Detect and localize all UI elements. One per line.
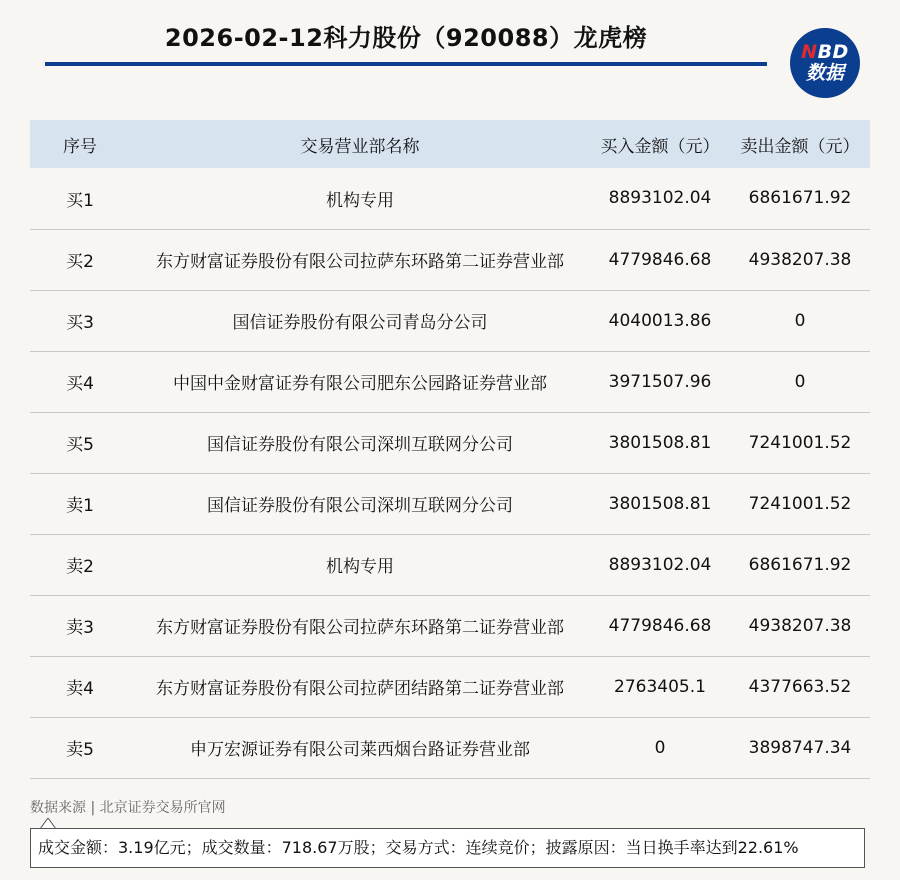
rank-cell: 卖2	[66, 557, 94, 577]
table-row	[30, 595, 870, 656]
table-row	[30, 290, 870, 351]
sell-amount-cell: 4938207.38	[748, 615, 852, 636]
sell-amount-cell: 0	[794, 310, 806, 331]
branch-name-cell: 国信证券股份有限公司深圳互联网分公司	[207, 435, 513, 455]
nbd-logo	[790, 28, 860, 98]
sell-amount-cell: 6861671.92	[748, 188, 852, 209]
rank-cell: 买5	[66, 435, 94, 455]
table-header-row	[30, 120, 870, 168]
sell-amount-cell: 4938207.38	[748, 249, 852, 270]
table-row	[30, 656, 870, 717]
branch-name-cell: 国信证券股份有限公司深圳互联网分公司	[207, 496, 513, 516]
buy-amount-cell: 3801508.81	[608, 493, 712, 514]
logo-accent-letter: N	[801, 41, 818, 63]
sell-amount-cell: 7241001.52	[748, 432, 852, 453]
sell-amount-cell: 0	[794, 371, 806, 392]
logo-letters: BD	[817, 41, 849, 63]
buy-amount-cell: 3971507.96	[608, 371, 712, 392]
header-branch-name: 交易营业部名称	[300, 136, 420, 157]
trade-summary-note: 成交金额：3.19亿元；成交数量：718.67万股；交易方式：连续竞价；披露原因：当日换手率达到22.61%	[30, 828, 865, 868]
branch-name-cell: 中国中金财富证券有限公司肥东公园路证券营业部	[173, 374, 547, 394]
rank-cell: 卖4	[66, 679, 94, 699]
rank-cell: 卖1	[66, 496, 94, 516]
header-sell-amount: 卖出金额（元）	[740, 136, 860, 157]
table-row	[30, 717, 870, 778]
header-rank: 序号	[63, 136, 97, 157]
sell-amount-cell: 3898747.34	[748, 737, 852, 758]
buy-amount-cell: 4779846.68	[608, 615, 712, 636]
logo-line2: 数据	[805, 62, 844, 84]
rank-cell: 买3	[66, 313, 94, 333]
buy-amount-cell: 4779846.68	[608, 249, 712, 270]
table-row	[30, 229, 870, 290]
title-underline	[45, 62, 767, 66]
sell-amount-cell: 4377663.52	[748, 676, 852, 697]
branch-name-cell: 机构专用	[326, 190, 394, 211]
table-row	[30, 534, 870, 595]
table-row	[30, 168, 870, 229]
branch-name-cell: 国信证券股份有限公司青岛分公司	[232, 313, 488, 333]
data-source: 数据来源 | 北京证券交易所官网	[30, 800, 226, 816]
buy-amount-cell: 0	[654, 737, 666, 758]
sell-amount-cell: 7241001.52	[748, 493, 852, 514]
branch-name-cell: 申万宏源证券有限公司莱西烟台路证券营业部	[190, 740, 530, 760]
branch-name-cell: 东方财富证券股份有限公司拉萨东环路第二证券营业部	[156, 252, 564, 272]
sell-amount-cell: 6861671.92	[748, 554, 852, 575]
buy-amount-cell: 8893102.04	[608, 188, 712, 209]
branch-name-cell: 机构专用	[326, 557, 394, 577]
rank-cell: 买4	[66, 374, 94, 394]
branch-name-cell: 东方财富证券股份有限公司拉萨东环路第二证券营业部	[156, 618, 564, 638]
logo-line1	[801, 43, 849, 62]
buy-amount-cell: 2763405.1	[614, 676, 706, 697]
header-buy-amount: 买入金额（元）	[600, 136, 720, 157]
dragon-tiger-table	[30, 120, 870, 779]
rank-cell: 卖5	[66, 740, 94, 760]
branch-name-cell: 东方财富证券股份有限公司拉萨团结路第二证券营业部	[156, 679, 564, 699]
rank-cell: 卖3	[66, 618, 94, 638]
rank-cell: 买1	[66, 190, 94, 211]
buy-amount-cell: 3801508.81	[608, 432, 712, 453]
rank-cell: 买2	[66, 252, 94, 272]
table-body	[30, 168, 870, 778]
buy-amount-cell: 8893102.04	[608, 554, 712, 575]
buy-amount-cell: 4040013.86	[608, 310, 712, 331]
table-row	[30, 412, 870, 473]
page-title: 2026-02-12科力股份（920088）龙虎榜	[164, 24, 648, 52]
table-row	[30, 473, 870, 534]
table-row	[30, 351, 870, 412]
